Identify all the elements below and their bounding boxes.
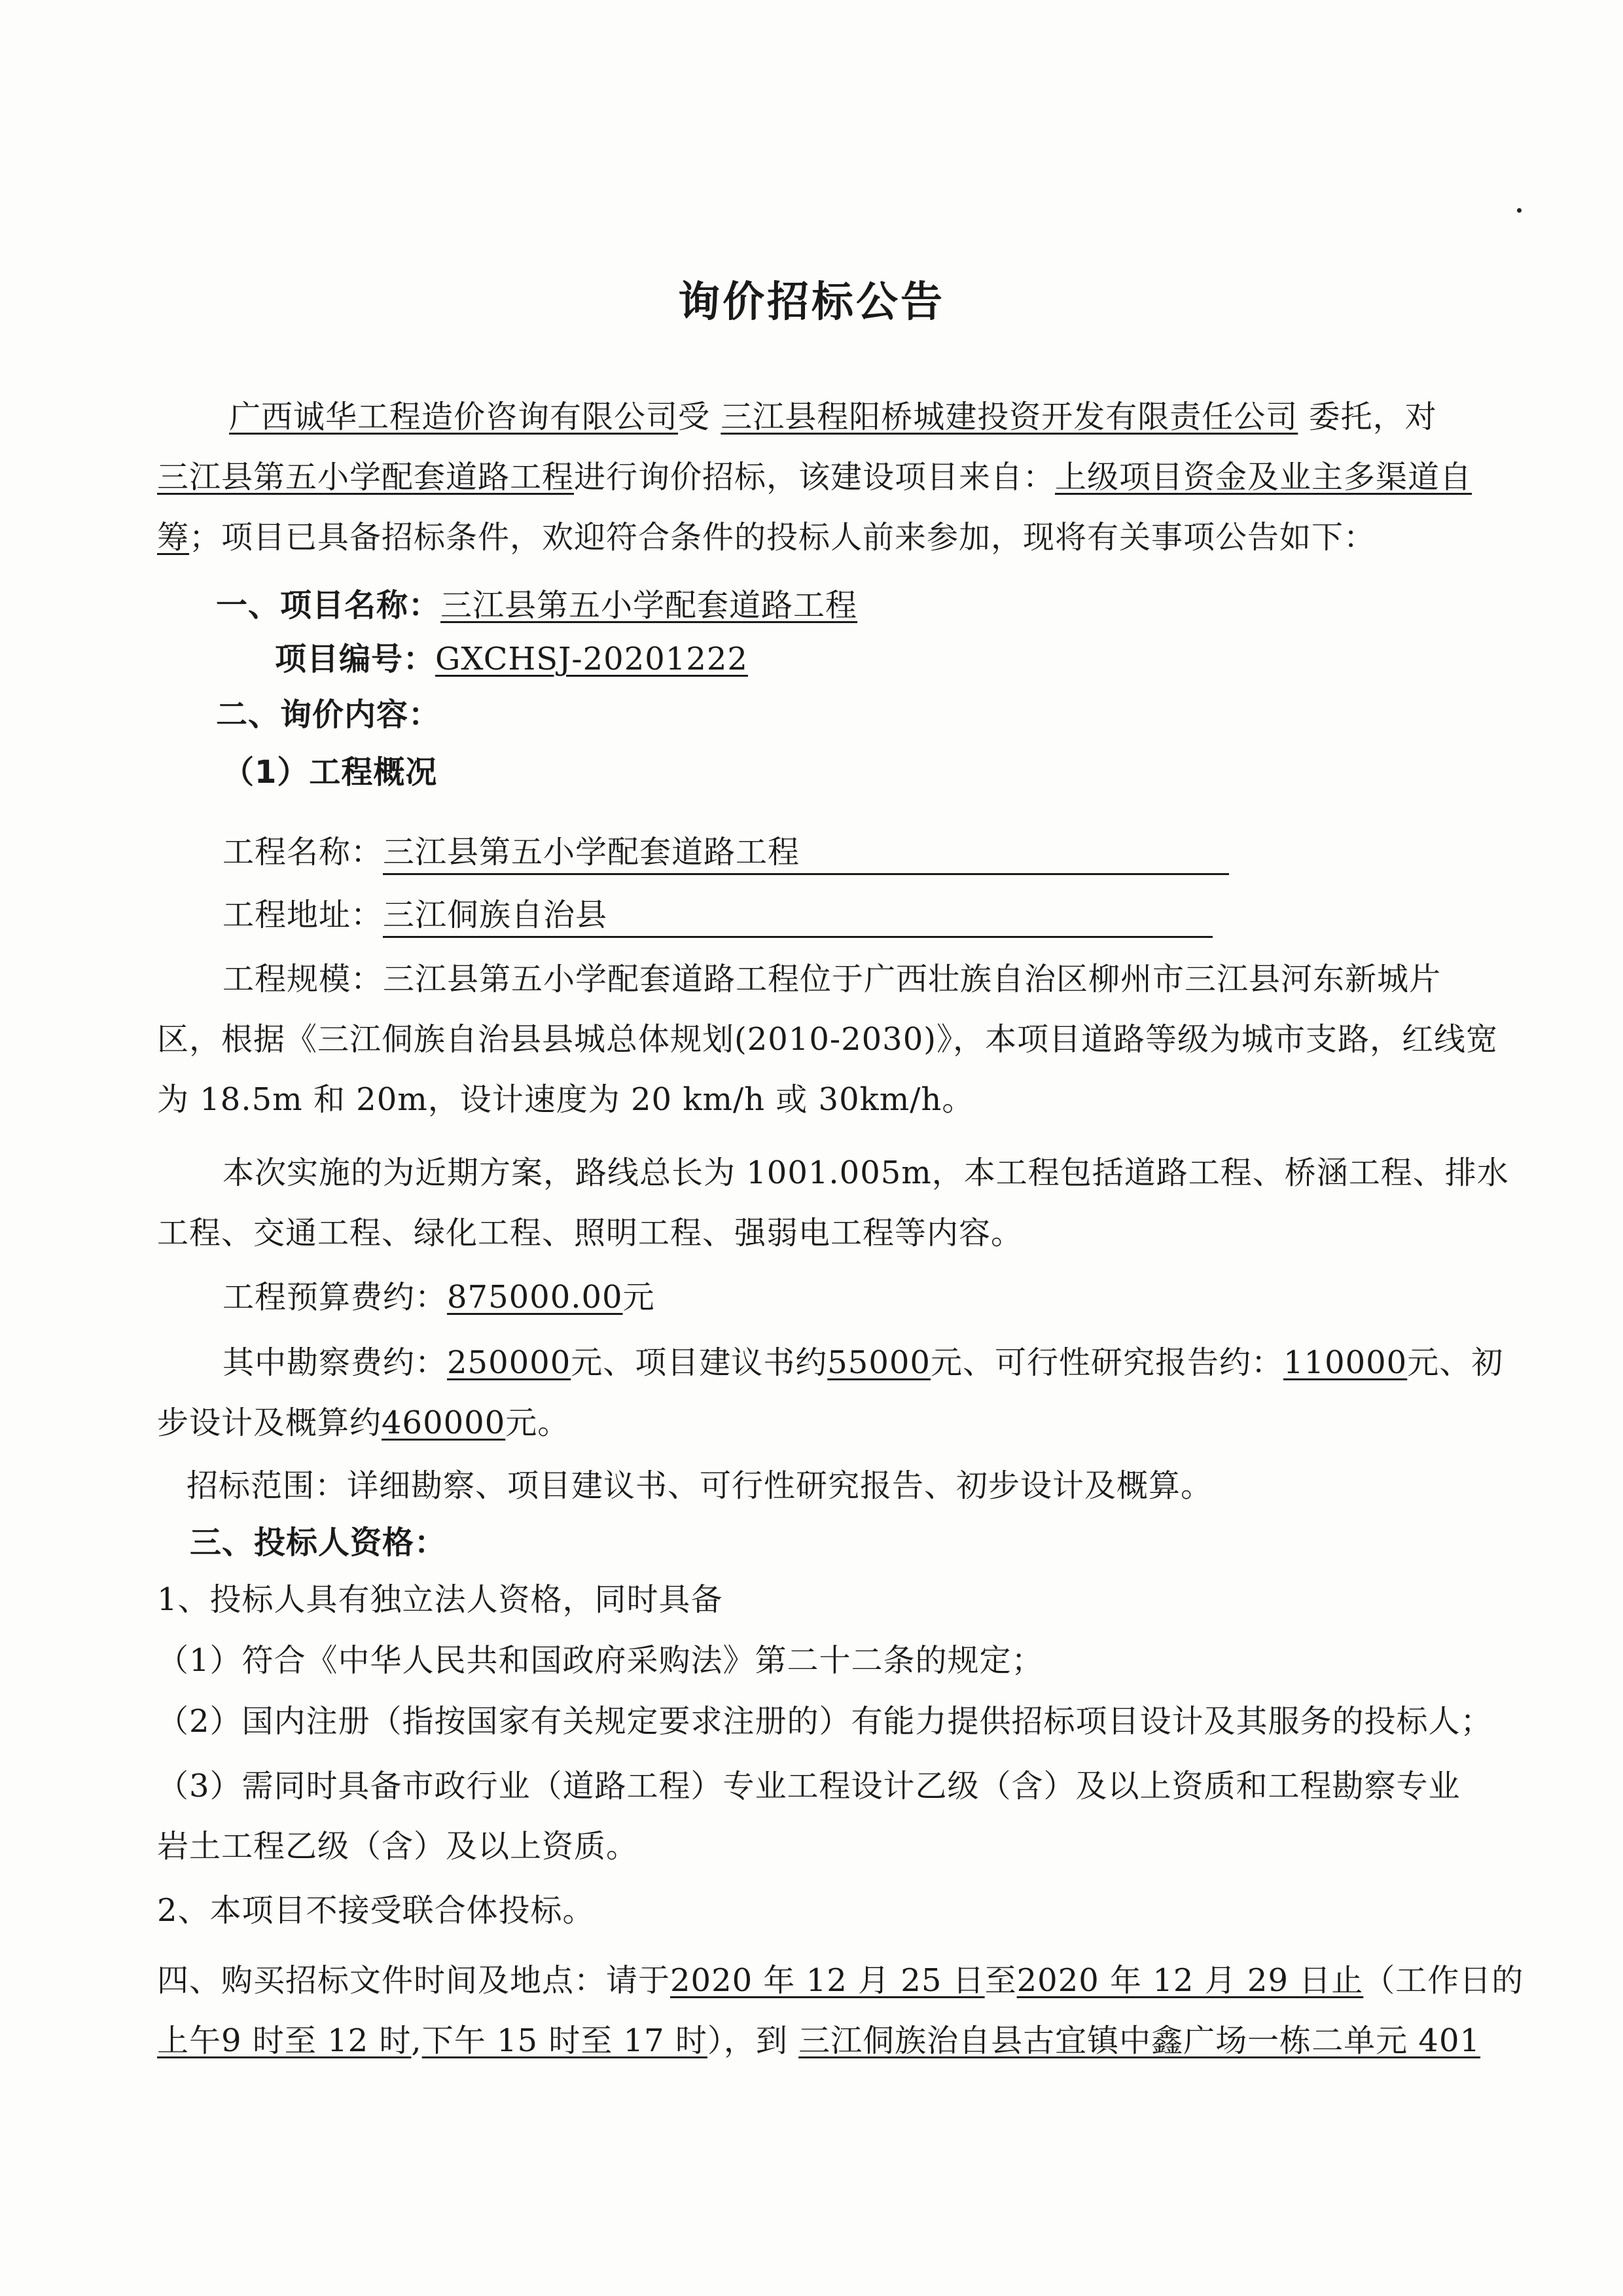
project-number-row: 项目编号：GXCHSJ-20201222 — [275, 641, 748, 677]
qual-1b: （2）国内注册（指按国家有关规定要求注册的）有能力提供招标项目设计及其服务的投标人； — [157, 1703, 1493, 1740]
budget-value: 875000.00 — [447, 1279, 623, 1316]
intro-line-3: 筹；项目已具备招标条件，欢迎符合条件的投标人前来参加，现将有关事项公告如下： — [157, 519, 1376, 556]
eng-scale-line-2: 区，根据《三江侗族自治县县城总体规划(2010-2030)》，本项目道路等级为城市支路，红线宽 — [157, 1021, 1498, 1058]
section-3-heading: 三、投标人资格： — [190, 1524, 447, 1561]
proposal-fee: 55000 — [827, 1344, 931, 1381]
eng-scale-line-3: 为 18.5m 和 20m，设计速度为 20 km/h 或 30km/h。 — [157, 1081, 974, 1118]
cost-line-1: 其中勘察费约：250000元、项目建议书约55000元、可行性研究报告约：110000元、初 — [223, 1344, 1504, 1381]
page-title: 询价招标公告 — [678, 278, 945, 327]
qual-2: 2、本项目不接受联合体投标。 — [157, 1892, 595, 1929]
project-number: GXCHSJ-20201222 — [435, 641, 748, 677]
start-date: 2020 年 12 月 25 日 — [670, 1962, 985, 1999]
cost-line-2: 步设计及概算约460000元。 — [157, 1405, 570, 1441]
project-name-ref: 三江县第五小学配套道路工程 — [157, 459, 575, 495]
section-1: 一、项目名称：三江县第五小学配套道路工程 — [216, 587, 858, 624]
morning-hours: 9 时至 12 时 — [221, 2022, 412, 2059]
qual-1a: （1）符合《中华人民共和国政府采购法》第二十二条的规定； — [157, 1642, 1044, 1679]
intro-line-2: 三江县第五小学配套道路工程进行询价招标，该建设项目来自：上级项目资金及业主多渠道自 — [157, 459, 1472, 495]
qual-1: 1、投标人具有独立法人资格，同时具备 — [157, 1581, 723, 1618]
intro-line-1: 广西诚华工程造价咨询有限公司受 三江县程阳桥城建投资开发有限责任公司 委托，对 — [229, 399, 1437, 435]
afternoon-hours: 下午 15 时至 17 时 — [421, 2022, 707, 2059]
eng-name-row: 工程名称：三江县第五小学配套道路工程 — [223, 831, 1229, 875]
eng-plan-line-1: 本次实施的为近期方案，路线总长为 1001.005m，本工程包括道路工程、桥涵工程、排水 — [223, 1155, 1509, 1191]
eng-address: 三江侗族自治县 — [383, 894, 1213, 938]
qual-1c-line-1: （3）需同时具备市政行业（道路工程）专业工程设计乙级（含）及以上资质和工程勘察专业 — [157, 1768, 1461, 1804]
eng-plan-line-2: 工程、交通工程、绿化工程、照明工程、强弱电工程等内容。 — [157, 1215, 1024, 1251]
design-fee: 460000 — [382, 1405, 506, 1441]
project-name: 三江县第五小学配套道路工程 — [440, 587, 858, 624]
end-date: 2020 年 12 月 29 日止 — [1016, 1962, 1364, 1999]
eng-scale-line-1: 工程规模：三江县第五小学配套道路工程位于广西壮族自治区柳州市三江县河东新城片 — [223, 961, 1442, 997]
purchase-location: 三江侗族治自县古宜镇中鑫广场一栋二单元 401 — [798, 2022, 1481, 2059]
agent-name: 广西诚华工程造价咨询有限公司 — [229, 399, 679, 435]
section-2-heading: 二、询价内容： — [216, 696, 441, 733]
client-name: 三江县程阳桥城建投资开发有限责任公司 — [721, 399, 1298, 435]
overview-heading: （1）工程概况 — [223, 754, 438, 791]
eng-name: 三江县第五小学配套道路工程 — [383, 831, 1229, 875]
eng-address-row: 工程地址：三江侗族自治县 — [223, 894, 1213, 938]
purchase-line-1: 四、购买招标文件时间及地点：请于2020 年 12 月 25 日至2020 年 12 月 29 日止（工作日的 — [157, 1962, 1524, 1999]
fund-source: 上级项目资金及业主多渠道自 — [1055, 459, 1472, 495]
feasibility-fee: 110000 — [1283, 1344, 1408, 1381]
scan-speck — [1517, 208, 1522, 213]
qual-1c-line-2: 岩土工程乙级（含）及以上资质。 — [157, 1828, 639, 1865]
budget-row: 工程预算费约：875000.00元 — [223, 1279, 655, 1316]
purchase-line-2: 上午9 时至 12 时,下午 15 时至 17 时），到 三江侗族治自县古宜镇中鑫广场一栋二单元 401 — [157, 2022, 1481, 2059]
survey-fee: 250000 — [447, 1344, 571, 1381]
bid-scope: 招标范围：详细勘察、项目建议书、可行性研究报告、初步设计及概算。 — [187, 1467, 1213, 1504]
